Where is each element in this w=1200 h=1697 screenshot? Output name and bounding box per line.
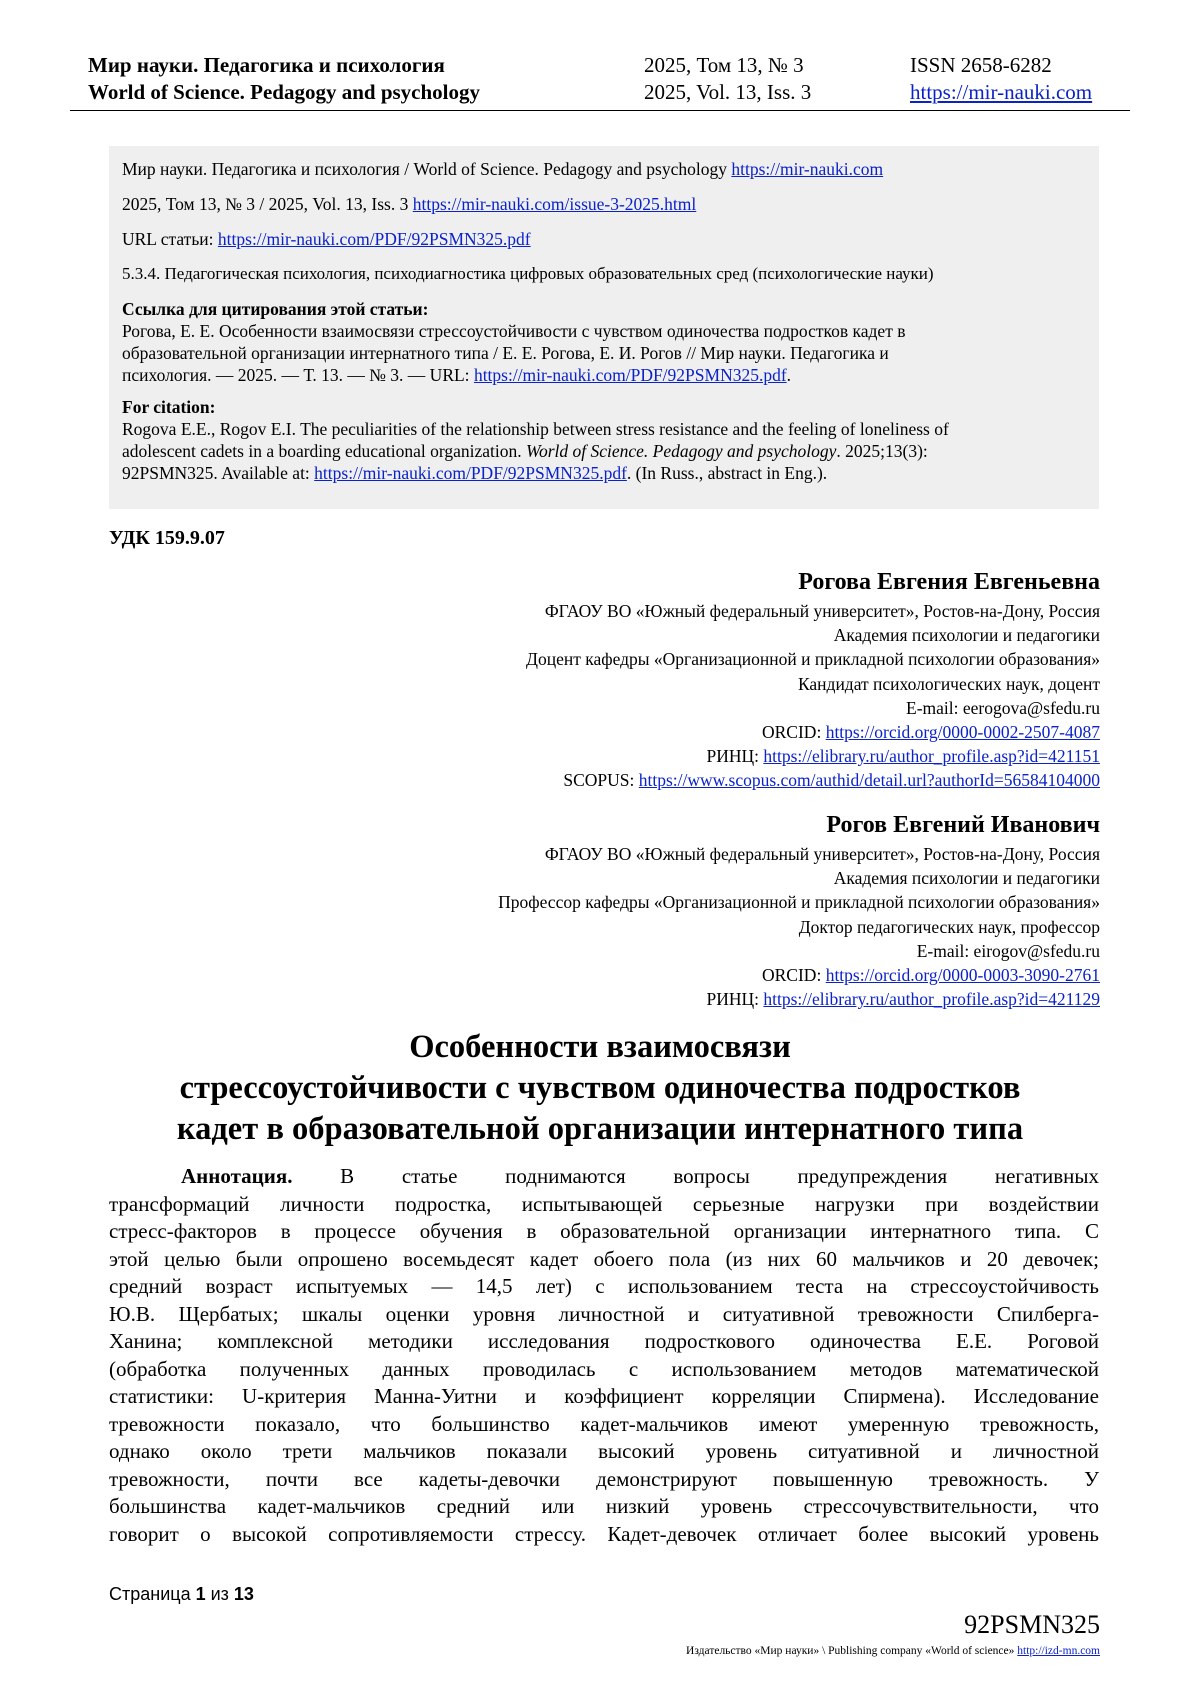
author-degree: Кандидат психологических наук, доцент xyxy=(797,673,1100,694)
publisher-line: Издательство «Мир науки» \ Publishing company «World of science» http://izd-mn.com xyxy=(686,1645,1100,1657)
citation-en-link[interactable]: https://mir-nauki.com/PDF/92PSMN325.pdf xyxy=(314,463,627,483)
abstract-label: Аннотация. xyxy=(181,1164,293,1188)
abstract-line: Аннотация. В статье поднимаются вопросы предупреждения негативных xyxy=(181,1164,1099,1188)
author-email: E-mail: eirogov@sfedu.ru xyxy=(916,940,1100,961)
author-scopus-link[interactable]: https://www.scopus.com/authid/detail.url?authorId=56584104000 xyxy=(638,770,1100,791)
abstract-line: стресс-факторов в процессе обучения в образовательной организации интернатного типа. С xyxy=(109,1219,1099,1243)
abstract-line: Ханина; комплексной методики исследования подросткового одиночества Е.Е. Роговой xyxy=(109,1329,1099,1353)
header-divider xyxy=(70,110,1130,111)
abstract-line: тревожности показало, что большинство кадет-мальчиков имеют умеренную тревожность, xyxy=(109,1411,1099,1436)
abstract-line: большинства кадет-мальчиков средний или низкий уровень стрессочувствительности, что xyxy=(109,1494,1099,1518)
journal-name-ru: Мир науки. Педагогика и психология xyxy=(88,53,445,77)
issue-ru: 2025, Том 13, № 3 xyxy=(644,53,804,77)
author-position: Доцент кафедры «Организационной и прикладной психологии образования» xyxy=(526,649,1100,670)
author-affiliation: ФГАОУ ВО «Южный федеральный университет», Ростов-на-Дону, Россия xyxy=(544,844,1100,864)
abstract-line: тревожности, почти все кадеты-девочки демонстрируют повышенную тревожность. У xyxy=(109,1466,1099,1491)
citation-en-title: For citation: xyxy=(122,397,216,417)
info-issue-line: 2025, Том 13, № 3 / 2025, Vol. 13, Iss. 3 https://mir-nauki.com/issue-3-2025.html xyxy=(122,194,697,214)
citation-ru: Ссылка для цитирования этой статьи: Рогова, Е. Е. Особенности взаимосвязи стрессоустойчивости с чувством одиночества подростков кадет в образовательной организации интернатного типа / Е. Е. Рогова, Е. И. Рогов // Мир науки. Педагогика и психология. — 2025. — Т. 13. — № 3. — URL: https://mir-nauki.com/PDF/92PSMN325.pdf. xyxy=(122,298,1085,386)
article-code: 92PSMN325 xyxy=(964,1610,1100,1639)
info-issue-link[interactable]: https://mir-nauki.com/issue-3-2025.html xyxy=(412,194,697,214)
author-orcid-link[interactable]: https://orcid.org/0000-0003-3090-2761 xyxy=(825,965,1100,986)
author-affiliation: ФГАОУ ВО «Южный федеральный университет», Ростов-на-Дону, Россия xyxy=(544,601,1100,621)
abstract-line: однако около трети мальчиков показали высокий уровень ситуативной и личностной xyxy=(109,1439,1099,1463)
header-issue xyxy=(644,52,811,106)
info-article-pdf-link[interactable]: https://mir-nauki.com/PDF/92PSMN325.pdf xyxy=(217,229,531,249)
issn: ISSN 2658-6282 xyxy=(910,53,1052,77)
author-academy: Академия психологии и педагогики xyxy=(833,625,1100,646)
header-issn xyxy=(910,52,1092,106)
udk-code: УДК 159.9.07 xyxy=(109,527,225,549)
citation-ru-link[interactable]: https://mir-nauki.com/PDF/92PSMN325.pdf xyxy=(473,365,787,385)
citation-en: For citation: Rogova E.E., Rogov E.I. The peculiarities of the relationship between stress resistance and the feeling of loneliness of adolescent cadets in a boarding educational organization. World of Science. Pedagogy and psychology. 2025;13(3): 92PSMN325. Available at: https://mir-nauki.com/PDF/92PSMN325.pdf. (In Russ., abstract in Eng.). xyxy=(122,396,1085,484)
info-journal-link[interactable]: https://mir-nauki.com xyxy=(731,159,884,179)
author-block-1: Рогова Евгения Евгеньевна ФГАОУ ВО «Южный федеральный университет», Ростов-на-Дону, Россия Академия психологии и педагогики Доцент кафедры «Организационной и прикладной психологии образования» Кандидат психологических наук, доцент E-mail: eerogova@sfedu.ru ORCID: https://orcid.org/0000-0002-2507-4087 РИНЦ: https://elibrary.ru/author_profile.asp?id=421151 SCOPUS: https://www.scopus.com/authid/detail.url?authorId=56584104000 xyxy=(200,567,1100,793)
journal-site-link[interactable]: https://mir-nauki.com xyxy=(910,80,1093,104)
issue-en: 2025, Vol. 13, Iss. 3 xyxy=(644,80,812,104)
info-url-line: URL статьи: https://mir-nauki.com/PDF/92PSMN325.pdf xyxy=(122,229,531,249)
abstract-line: трансформаций личности подростка, испытывающей серьезные нагрузки при воздействии xyxy=(109,1191,1099,1216)
author-academy: Академия психологии и педагогики xyxy=(833,868,1100,889)
author-rinc-link[interactable]: https://elibrary.ru/author_profile.asp?id=421151 xyxy=(763,746,1100,767)
author-degree: Доктор педагогических наук, профессор xyxy=(798,916,1100,937)
header-journal-names xyxy=(88,52,480,106)
author-email: E-mail: eerogova@sfedu.ru xyxy=(906,697,1100,718)
abstract xyxy=(109,1163,1099,1548)
abstract-line: (обработка полученных данных проводилась с использованием методов математической xyxy=(109,1356,1099,1381)
author-position: Профессор кафедры «Организационной и прикладной психологии образования» xyxy=(498,892,1100,913)
author-orcid-link[interactable]: https://orcid.org/0000-0002-2507-4087 xyxy=(825,722,1100,743)
page-number: Страница 1 из 13 xyxy=(109,1584,254,1604)
article-title: Особенности взаимосвязи стрессоустойчивости с чувством одиночества подростков кадет в образовательной организации интернатного типа xyxy=(176,1029,1024,1147)
publisher-link[interactable]: http://izd-mn.com xyxy=(1017,1645,1100,1657)
article-info-box xyxy=(109,146,1099,509)
author-name: Рогова Евгения Евгеньевна xyxy=(798,569,1100,595)
abstract-line: Ю.В. Щербатых; шкалы оценки уровня личностной и ситуативной тревожности Спилберга- xyxy=(109,1301,1099,1326)
info-journal-line: Мир науки. Педагогика и психология / World of Science. Pedagogy and psychology https://mir-nauki.com xyxy=(122,159,884,179)
abstract-line: средний возраст испытуемых — 14,5 лет) с использованием теста на стрессоустойчивость xyxy=(109,1274,1099,1298)
abstract-line: этой целью были опрошено восемьдесят кадет обоего пола (из них 60 мальчиков и 20 девочек; xyxy=(109,1246,1099,1271)
info-specialty: 5.3.4. Педагогическая психология, психодиагностика цифровых образовательных сред (психологические науки) xyxy=(122,264,934,283)
abstract-line: говорит о высокой сопротивляемости стрессу. Кадет-девочек отличает более высокий уровень xyxy=(109,1521,1099,1546)
author-name: Рогов Евгений Иванович xyxy=(826,812,1100,838)
journal-name-en: World of Science. Pedagogy and psychology xyxy=(88,80,481,104)
citation-ru-title: Ссылка для цитирования этой статьи: xyxy=(122,299,429,319)
author-rinc-link[interactable]: https://elibrary.ru/author_profile.asp?id=421129 xyxy=(763,989,1100,1010)
abstract-line: статистики: U-критерия Манна-Уитни и коэффициент корреляции Спирмена). Исследование xyxy=(109,1384,1099,1408)
author-block-2: Рогов Евгений Иванович ФГАОУ ВО «Южный федеральный университет», Ростов-на-Дону, Россия Академия психологии и педагогики Профессор кафедры «Организационной и прикладной психологии образования» Доктор педагогических наук, профессор E-mail: eirogov@sfedu.ru ORCID: https://orcid.org/0000-0003-3090-2761 РИНЦ: https://elibrary.ru/author_profile.asp?id=421129 xyxy=(200,810,1100,1011)
